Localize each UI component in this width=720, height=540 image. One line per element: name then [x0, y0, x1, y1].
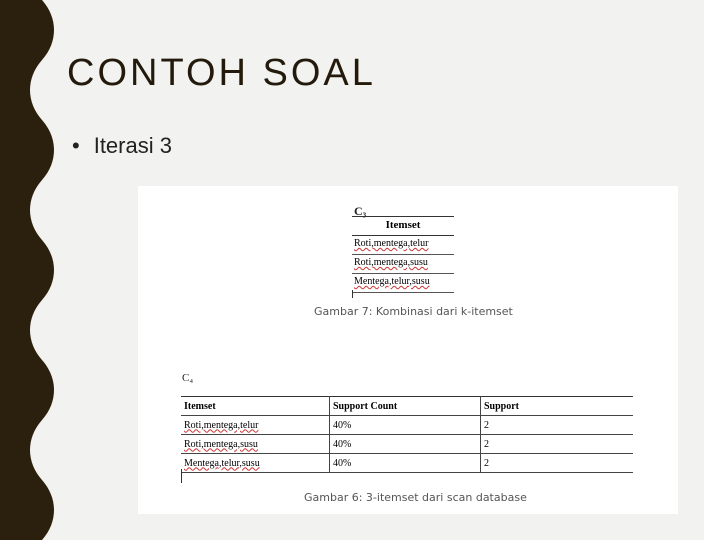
slide-title: CONTOH SOAL: [67, 52, 376, 94]
bullet-item: [72, 133, 172, 159]
c4-table: [181, 396, 633, 473]
c4-header-row: [181, 397, 633, 416]
c4-cell-itemset: Mentega,telur,susu: [181, 454, 330, 473]
caption-c3: Gambar 7: Kombinasi dari k-itemset: [314, 305, 513, 318]
c4-label: C₄: [182, 372, 194, 384]
c4-table-tick: [181, 469, 182, 483]
table-row: [181, 454, 633, 473]
c4-header-itemset: Itemset: [181, 397, 330, 416]
table-row: [181, 416, 633, 435]
c3-label: C₃: [354, 204, 367, 218]
c4-header-support-count: Support Count: [330, 397, 481, 416]
c4-cell-itemset: Roti,mentega,susu: [181, 435, 330, 454]
c3-row: Mentega,telur,susu: [352, 274, 454, 293]
c3-header: Itemset: [352, 216, 454, 236]
bullet-dot: •: [72, 133, 80, 158]
figure-image: [138, 186, 678, 514]
c3-row: Roti,mentega,susu: [352, 255, 454, 274]
c4-header-support: Support: [481, 397, 634, 416]
c3-table: [352, 216, 454, 293]
caption-c4: Gambar 6: 3-itemset dari scan database: [304, 491, 527, 504]
c4-cell-support: 2: [481, 435, 634, 454]
c4-cell-support: 2: [481, 454, 634, 473]
wavy-border-decoration: [0, 0, 60, 540]
c3-table-tick: [352, 290, 353, 298]
bullet-text: Iterasi 3: [93, 133, 172, 158]
right-edge-strip: [704, 0, 720, 540]
c4-cell-support-count: 40%: [330, 435, 481, 454]
table-row: [181, 435, 633, 454]
c3-row: Roti,mentega,telur: [352, 236, 454, 255]
c4-cell-itemset: Roti,mentega,telur: [181, 416, 330, 435]
c4-cell-support-count: 40%: [330, 454, 481, 473]
c4-cell-support-count: 40%: [330, 416, 481, 435]
c4-cell-support: 2: [481, 416, 634, 435]
